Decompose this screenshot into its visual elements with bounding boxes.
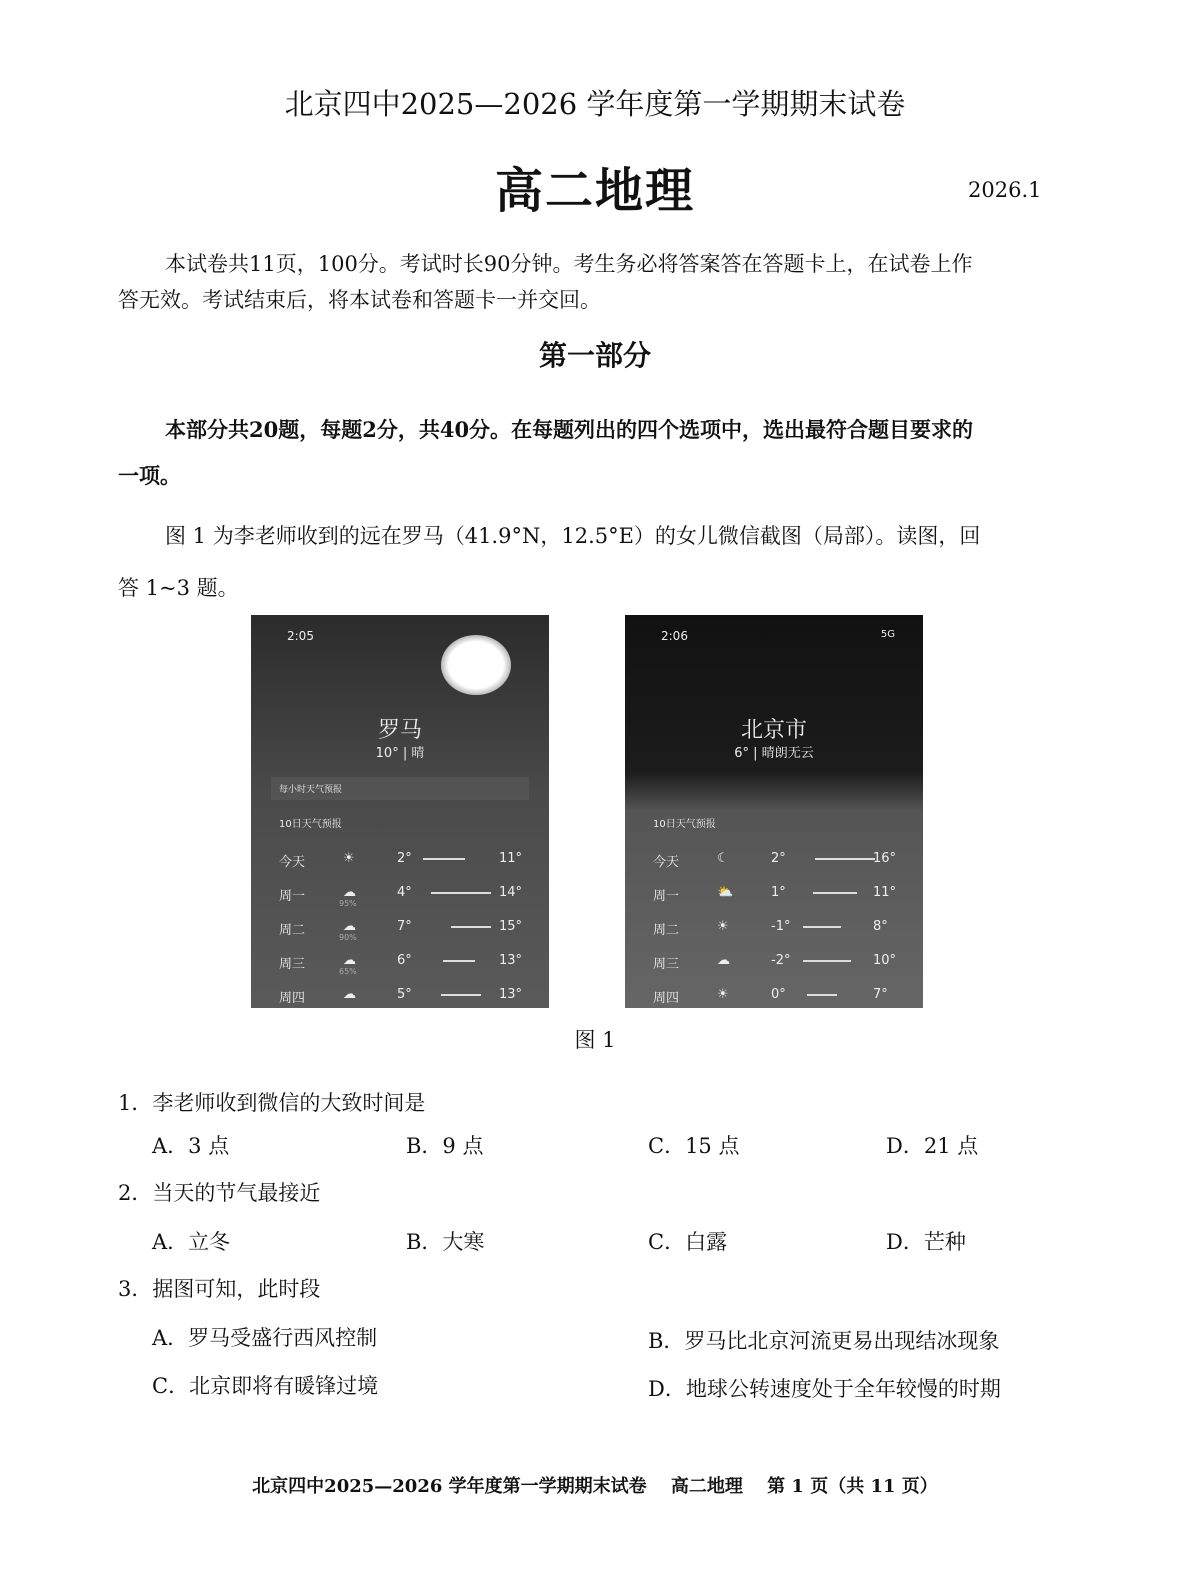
option: A．3 点 (152, 1134, 230, 1158)
temp-range-bar (803, 926, 841, 928)
question-stem: 2．当天的节气最接近 (118, 1181, 321, 1205)
signal-indicator: 5G (880, 629, 895, 640)
forecast-row (625, 945, 923, 979)
temp-range-bar (443, 960, 475, 962)
weather-icon: ☁ (343, 953, 356, 968)
temp-range-bar (815, 858, 875, 860)
page-footer: 北京四中2025—2026 学年度第一学期期末试卷 高二地理 第 1 页（共 11 页） (252, 1476, 938, 1497)
weather-icon: ☁ (343, 919, 356, 934)
instruction-line: 本试卷共11页，100分。考试时长90分钟。考生务必将答案答在答题卡上，在试卷上作 (165, 252, 973, 276)
weather-icon: ☁ (343, 987, 356, 1002)
current-weather: 10° | 晴 (375, 746, 425, 761)
forecast-day: 周一 (279, 889, 306, 904)
option: D．芒种 (886, 1230, 966, 1254)
temp-range-bar (451, 926, 491, 928)
forecast-day: 周二 (653, 923, 680, 938)
daily-forecast-label: 10日天气预报 (653, 819, 716, 830)
exam-date: 2026.1 (968, 178, 1042, 202)
part-desc: 一项。 (118, 463, 181, 488)
temp-range-bar (813, 892, 857, 894)
exam-title: 北京四中2025—2026 学年度第一学期期末试卷 (284, 87, 906, 121)
hourly-forecast-label: 每小时天气预报 (271, 777, 529, 800)
low-temp: 4° (397, 885, 412, 900)
question-stem: 3．据图可知，此时段 (118, 1277, 321, 1301)
high-temp: 13° (499, 987, 523, 1002)
high-temp: 15° (499, 919, 523, 934)
high-temp: 10° (873, 953, 897, 968)
forecast-day: 今天 (653, 855, 680, 870)
option: A．立冬 (152, 1230, 231, 1254)
city-name: 罗马 (377, 718, 422, 743)
temp-range-bar (807, 994, 837, 996)
weather-icon: ☀ (717, 987, 729, 1002)
option: C．白露 (648, 1230, 728, 1254)
current-weather: 6° | 晴朗无云 (734, 746, 814, 761)
high-temp: 11° (873, 885, 897, 900)
weather-icon: ⛅ (717, 885, 734, 900)
forecast-row (251, 843, 549, 877)
beijing-weather-screenshot (625, 615, 923, 1008)
status-time: 2:05 (287, 629, 314, 643)
low-temp: -2° (771, 953, 791, 968)
temp-range-bar (441, 994, 481, 996)
low-temp: -1° (771, 919, 791, 934)
forecast-row (251, 979, 549, 1008)
precip-chance: 65% (339, 967, 357, 976)
high-temp: 11° (499, 851, 523, 866)
part-title: 第一部分 (538, 339, 651, 372)
forecast-day: 周三 (279, 957, 306, 972)
status-time: 2:06 (661, 629, 688, 643)
precip-chance: 95% (339, 899, 357, 908)
forecast-day: 周一 (653, 889, 680, 904)
intro-text: 答 1~3 题。 (118, 576, 239, 600)
precip-chance: 90% (339, 933, 357, 942)
intro-text: 图 1 为李老师收到的远在罗马（41.9°N，12.5°E）的女儿微信截图（局部）。读图，回 (165, 524, 981, 548)
option: D．地球公转速度处于全年较慢的时期 (648, 1377, 1001, 1401)
high-temp: 14° (499, 885, 523, 900)
weather-icon: ☁ (717, 953, 730, 968)
weather-icon: ☁ (343, 885, 356, 900)
forecast-row (251, 945, 549, 979)
forecast-row (251, 877, 549, 911)
sun-glare (441, 635, 511, 695)
weather-icon: ☀ (717, 919, 729, 934)
option: B．9 点 (406, 1134, 484, 1158)
low-temp: 6° (397, 953, 412, 968)
high-temp: 16° (873, 851, 897, 866)
city-name: 北京市 (740, 718, 807, 743)
temp-range-bar (423, 858, 465, 860)
weather-icon: ☀ (343, 851, 355, 866)
temp-range-bar (803, 960, 851, 962)
forecast-row (251, 911, 549, 945)
option: B．罗马比北京河流更易出现结冰现象 (648, 1329, 1000, 1353)
forecast-row (625, 843, 923, 877)
forecast-row (625, 877, 923, 911)
rome-weather-screenshot (251, 615, 549, 1008)
part-desc: 本部分共20题，每题2分，共40分。在每题列出的四个选项中，选出最符合题目要求的 (165, 417, 974, 442)
option: D．21 点 (886, 1134, 979, 1158)
low-temp: 5° (397, 987, 412, 1002)
subject-title: 高二地理 (494, 163, 695, 219)
low-temp: 7° (397, 919, 412, 934)
figure-caption: 图 1 (574, 1028, 616, 1052)
option: C．15 点 (648, 1134, 740, 1158)
forecast-day: 周二 (279, 923, 306, 938)
option: C．北京即将有暖锋过境 (152, 1374, 379, 1398)
low-temp: 1° (771, 885, 786, 900)
high-temp: 7° (873, 987, 888, 1002)
forecast-row (625, 911, 923, 945)
forecast-day: 周四 (279, 991, 306, 1006)
temp-range-bar (431, 892, 491, 894)
question-stem: 1．李老师收到微信的大致时间是 (118, 1091, 426, 1115)
forecast-day: 周三 (653, 957, 680, 972)
low-temp: 0° (771, 987, 786, 1002)
option: B．大寒 (406, 1230, 485, 1254)
forecast-day: 今天 (279, 855, 306, 870)
high-temp: 13° (499, 953, 523, 968)
daily-forecast-label: 10日天气预报 (279, 819, 342, 830)
low-temp: 2° (397, 851, 412, 866)
low-temp: 2° (771, 851, 786, 866)
instruction-line: 答无效。考试结束后，将本试卷和答题卡一并交回。 (118, 288, 601, 312)
forecast-day: 周四 (653, 991, 680, 1006)
forecast-row (625, 979, 923, 1008)
high-temp: 8° (873, 919, 888, 934)
option: A．罗马受盛行西风控制 (152, 1326, 378, 1350)
weather-icon: ☾ (717, 851, 729, 866)
